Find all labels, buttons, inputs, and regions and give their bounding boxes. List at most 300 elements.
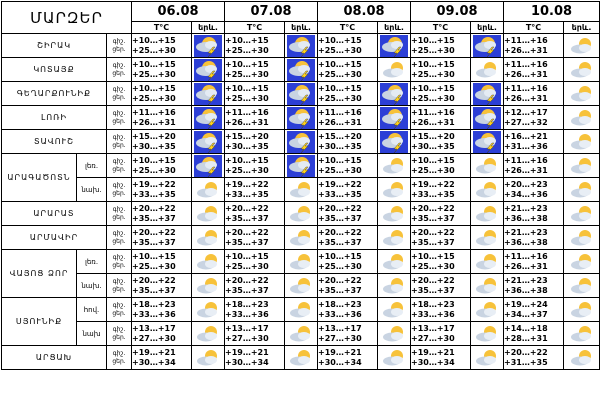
day-temp: +25…+30 xyxy=(411,45,455,55)
weather-cell xyxy=(192,274,225,298)
time-labels xyxy=(107,106,132,130)
day-temp: +30…+35 xyxy=(411,141,455,151)
day-temp: +35…+37 xyxy=(132,285,176,295)
night-temp: +15…+20 xyxy=(318,132,362,141)
region-row xyxy=(2,202,600,226)
night-temp: +20…+22 xyxy=(225,228,269,237)
region-row xyxy=(2,58,600,82)
temperature-cell xyxy=(504,82,564,106)
time-labels xyxy=(107,34,132,58)
temperature-cell xyxy=(318,322,378,346)
day-temp: +26…+31 xyxy=(411,117,455,127)
temperature-cell xyxy=(411,202,471,226)
weather-cell xyxy=(192,154,225,178)
temperature-cell xyxy=(411,178,471,202)
temperature-cell xyxy=(504,178,564,202)
day-temp: +25…+30 xyxy=(318,93,362,103)
temp-column-label: T°C xyxy=(225,22,285,34)
day-temp: +35…+37 xyxy=(318,237,362,247)
day-label: ցեր. xyxy=(112,141,126,149)
night-label: գիշ. xyxy=(112,206,126,213)
day-temp: +25…+30 xyxy=(411,165,455,175)
temperature-cell xyxy=(318,130,378,154)
partly-cloudy-icon xyxy=(288,181,314,199)
time-labels xyxy=(107,298,132,322)
temperature-cell xyxy=(318,154,378,178)
temperature-cell xyxy=(318,274,378,298)
day-temp: +26…+31 xyxy=(132,117,176,127)
date-header: 07.08 xyxy=(225,2,318,22)
temp-column-label: T°C xyxy=(504,22,564,34)
partly-cloudy-icon xyxy=(381,61,407,79)
weather-column-label: երև. xyxy=(192,22,225,34)
region-row xyxy=(2,34,600,58)
weather-cell xyxy=(192,130,225,154)
day-label: ցեր. xyxy=(112,237,126,245)
partly-cloudy-icon xyxy=(381,181,407,199)
partly-cloudy-icon xyxy=(474,229,500,247)
weather-cell xyxy=(192,322,225,346)
subregion-label: նախ xyxy=(77,322,107,346)
day-temp: +27…+30 xyxy=(225,333,269,343)
day-temp: +34…+36 xyxy=(504,189,548,199)
night-temp: +10…+15 xyxy=(132,84,176,93)
partly-cloudy-icon xyxy=(381,301,407,319)
weather-cell xyxy=(378,322,411,346)
subregion-label: լեռ. xyxy=(77,250,107,274)
temperature-cell xyxy=(132,34,192,58)
night-temp: +11…+16 xyxy=(504,84,548,93)
partly-cloudy-icon xyxy=(381,157,407,175)
night-temp: +11…+16 xyxy=(504,36,548,45)
partly-cloudy-icon xyxy=(381,253,407,271)
temperature-cell xyxy=(318,106,378,130)
thunderstorm-icon xyxy=(473,131,501,153)
night-label: գիշ. xyxy=(112,278,126,285)
weather-cell xyxy=(378,154,411,178)
weather-cell xyxy=(378,58,411,82)
partly-cloudy-icon xyxy=(569,325,595,343)
partly-cloudy-icon xyxy=(195,301,221,319)
night-temp: +20…+22 xyxy=(411,228,455,237)
temperature-cell xyxy=(411,250,471,274)
partly-cloudy-icon xyxy=(474,325,500,343)
time-labels xyxy=(107,250,132,274)
night-temp: +10…+15 xyxy=(318,84,362,93)
temp-column-label: T°C xyxy=(411,22,471,34)
day-label: ցեր. xyxy=(112,261,126,269)
weather-cell xyxy=(471,82,504,106)
day-label: ցեր. xyxy=(112,189,126,197)
temperature-cell xyxy=(411,298,471,322)
region-row xyxy=(2,298,600,322)
weather-cell xyxy=(564,82,600,106)
night-label: գիշ. xyxy=(112,254,126,261)
night-temp: +15…+20 xyxy=(132,132,176,141)
weather-cell xyxy=(378,130,411,154)
night-temp: +20…+22 xyxy=(318,204,362,213)
partly-cloudy-icon xyxy=(288,205,314,223)
weather-cell xyxy=(378,274,411,298)
temperature-cell xyxy=(225,298,285,322)
night-temp: +13…+17 xyxy=(225,324,269,333)
day-temp: +33…+35 xyxy=(225,189,269,199)
day-temp: +26…+31 xyxy=(504,93,548,103)
day-temp: +30…+35 xyxy=(318,141,362,151)
weather-column-label: երև. xyxy=(564,22,600,34)
temperature-cell xyxy=(411,58,471,82)
date-header: 10.08 xyxy=(504,2,600,22)
day-label: ցեր. xyxy=(112,285,126,293)
temperature-cell xyxy=(132,250,192,274)
day-temp: +25…+30 xyxy=(411,261,455,271)
night-temp: +20…+22 xyxy=(318,228,362,237)
night-temp: +11…+16 xyxy=(225,108,269,117)
temperature-cell xyxy=(225,82,285,106)
partly-cloudy-icon xyxy=(474,61,500,79)
day-temp: +35…+37 xyxy=(411,285,455,295)
subregion-label: լեռ. xyxy=(77,154,107,178)
partly-cloudy-icon xyxy=(569,37,595,55)
day-temp: +33…+35 xyxy=(411,189,455,199)
temperature-cell xyxy=(318,202,378,226)
weather-cell xyxy=(564,202,600,226)
weather-cell xyxy=(471,226,504,250)
night-temp: +19…+22 xyxy=(132,180,176,189)
weather-column-label: երև. xyxy=(378,22,411,34)
partly-cloudy-icon xyxy=(195,277,221,295)
weather-cell xyxy=(471,130,504,154)
weather-column-label: երև. xyxy=(471,22,504,34)
regions-title: ՄԱՐԶԵՐ xyxy=(2,2,132,34)
thunderstorm-icon xyxy=(194,35,222,57)
weather-cell xyxy=(378,34,411,58)
night-temp: +19…+21 xyxy=(225,348,269,357)
weather-cell xyxy=(285,226,318,250)
partly-cloudy-icon xyxy=(381,325,407,343)
date-header: 08.08 xyxy=(318,2,411,22)
temperature-cell xyxy=(132,226,192,250)
temperature-cell xyxy=(318,250,378,274)
night-temp: +21…+23 xyxy=(504,228,548,237)
region-row xyxy=(2,250,600,274)
temperature-cell xyxy=(504,154,564,178)
temperature-cell xyxy=(411,106,471,130)
partly-cloudy-icon xyxy=(195,325,221,343)
time-labels xyxy=(107,274,132,298)
region-row xyxy=(2,82,600,106)
temperature-cell xyxy=(504,322,564,346)
weather-cell xyxy=(378,178,411,202)
time-labels xyxy=(107,130,132,154)
thunderstorm-icon xyxy=(194,107,222,129)
day-label: ցեր. xyxy=(112,333,126,341)
weather-cell xyxy=(564,298,600,322)
partly-cloudy-icon xyxy=(474,349,500,367)
partly-cloudy-icon xyxy=(569,109,595,127)
weather-cell xyxy=(564,130,600,154)
temperature-cell xyxy=(318,82,378,106)
day-temp: +33…+35 xyxy=(318,189,362,199)
night-label: գիշ. xyxy=(112,230,126,237)
day-temp: +31…+35 xyxy=(504,357,548,367)
weather-cell xyxy=(471,106,504,130)
day-temp: +33…+36 xyxy=(225,309,269,319)
day-temp: +25…+30 xyxy=(225,69,269,79)
weather-cell xyxy=(471,154,504,178)
partly-cloudy-icon xyxy=(569,205,595,223)
day-label: ցեր. xyxy=(112,213,126,221)
temperature-cell xyxy=(132,82,192,106)
region-name: ՏԱՎՈՒՇ xyxy=(2,130,107,154)
thunderstorm-icon xyxy=(473,35,501,57)
day-temp: +25…+30 xyxy=(411,93,455,103)
partly-cloudy-icon xyxy=(474,277,500,295)
thunderstorm-icon xyxy=(287,155,315,177)
subregion-label: նախ. xyxy=(77,274,107,298)
weather-cell xyxy=(285,130,318,154)
thunderstorm-icon xyxy=(473,83,501,105)
partly-cloudy-icon xyxy=(569,133,595,151)
partly-cloudy-icon xyxy=(288,301,314,319)
thunderstorm-icon xyxy=(380,35,408,57)
time-labels xyxy=(107,154,132,178)
partly-cloudy-icon xyxy=(569,349,595,367)
day-temp: +25…+30 xyxy=(318,165,362,175)
partly-cloudy-icon xyxy=(569,157,595,175)
region-row xyxy=(2,346,600,370)
day-temp: +35…+37 xyxy=(411,213,455,223)
temperature-cell xyxy=(411,226,471,250)
day-temp: +25…+30 xyxy=(318,45,362,55)
day-temp: +35…+37 xyxy=(225,237,269,247)
temperature-cell xyxy=(318,298,378,322)
night-temp: +10…+15 xyxy=(411,252,455,261)
temperature-cell xyxy=(225,322,285,346)
weather-cell xyxy=(285,202,318,226)
temperature-cell xyxy=(225,346,285,370)
temperature-cell xyxy=(318,226,378,250)
weather-cell xyxy=(285,298,318,322)
temperature-cell xyxy=(504,274,564,298)
night-temp: +10…+15 xyxy=(411,84,455,93)
temperature-cell xyxy=(132,202,192,226)
day-temp: +36…+38 xyxy=(504,285,548,295)
time-labels xyxy=(107,58,132,82)
day-label: ցեր. xyxy=(112,69,126,77)
temperature-cell xyxy=(132,178,192,202)
region-name: ՎԱՅՈՑ ՁՈՐ xyxy=(2,250,77,298)
day-temp: +26…+31 xyxy=(318,117,362,127)
region-row xyxy=(2,154,600,178)
temp-column-label: T°C xyxy=(318,22,378,34)
day-temp: +33…+36 xyxy=(318,309,362,319)
partly-cloudy-icon xyxy=(569,301,595,319)
weather-cell xyxy=(564,322,600,346)
region-row xyxy=(2,178,600,202)
temperature-cell xyxy=(132,106,192,130)
region-row xyxy=(2,274,600,298)
weather-cell xyxy=(378,226,411,250)
night-temp: +11…+16 xyxy=(132,108,176,117)
partly-cloudy-icon xyxy=(381,277,407,295)
night-temp: +19…+21 xyxy=(318,348,362,357)
weather-cell xyxy=(471,58,504,82)
day-temp: +35…+37 xyxy=(132,237,176,247)
temp-column-label: T°C xyxy=(132,22,192,34)
day-label: ցեր. xyxy=(112,93,126,101)
partly-cloudy-icon xyxy=(569,181,595,199)
date-header: 09.08 xyxy=(411,2,504,22)
weather-cell xyxy=(378,298,411,322)
day-temp: +30…+34 xyxy=(411,357,455,367)
weather-cell xyxy=(285,322,318,346)
night-temp: +19…+22 xyxy=(318,180,362,189)
temperature-cell xyxy=(225,130,285,154)
night-temp: +19…+22 xyxy=(411,180,455,189)
weather-cell xyxy=(471,274,504,298)
weather-cell xyxy=(564,274,600,298)
weather-cell xyxy=(471,298,504,322)
time-labels xyxy=(107,82,132,106)
day-temp: +30…+34 xyxy=(132,357,176,367)
partly-cloudy-icon xyxy=(288,349,314,367)
temperature-cell xyxy=(318,34,378,58)
thunderstorm-icon xyxy=(380,131,408,153)
time-labels xyxy=(107,346,132,370)
temperature-cell xyxy=(132,274,192,298)
temperature-cell xyxy=(504,106,564,130)
temperature-cell xyxy=(132,154,192,178)
region-name: ԿՈՏԱՅՔ xyxy=(2,58,107,82)
region-row xyxy=(2,130,600,154)
temperature-cell xyxy=(132,346,192,370)
weather-cell xyxy=(192,250,225,274)
day-temp: +26…+31 xyxy=(504,261,548,271)
weather-cell xyxy=(285,274,318,298)
time-labels xyxy=(107,322,132,346)
day-temp: +25…+30 xyxy=(132,45,176,55)
day-temp: +35…+37 xyxy=(225,285,269,295)
partly-cloudy-icon xyxy=(569,85,595,103)
weather-cell xyxy=(378,106,411,130)
night-label: գիշ. xyxy=(112,62,126,69)
night-temp: +10…+15 xyxy=(318,156,362,165)
night-temp: +11…+16 xyxy=(504,252,548,261)
day-temp: +33…+36 xyxy=(132,309,176,319)
temperature-cell xyxy=(225,34,285,58)
thunderstorm-icon xyxy=(287,131,315,153)
day-temp: +36…+38 xyxy=(504,237,548,247)
partly-cloudy-icon xyxy=(195,181,221,199)
night-temp: +10…+15 xyxy=(411,60,455,69)
thunderstorm-icon xyxy=(287,35,315,57)
temperature-cell xyxy=(504,298,564,322)
region-row xyxy=(2,106,600,130)
temperature-cell xyxy=(504,58,564,82)
day-temp: +35…+37 xyxy=(318,213,362,223)
thunderstorm-icon xyxy=(287,83,315,105)
forecast-table xyxy=(1,1,600,370)
night-label: գիշ. xyxy=(112,110,126,117)
night-label: գիշ. xyxy=(112,38,126,45)
night-temp: +19…+24 xyxy=(504,300,548,309)
temperature-cell xyxy=(225,202,285,226)
weather-cell xyxy=(192,58,225,82)
temperature-cell xyxy=(504,226,564,250)
partly-cloudy-icon xyxy=(381,205,407,223)
weather-cell xyxy=(564,154,600,178)
night-temp: +12…+17 xyxy=(504,108,548,117)
day-temp: +26…+31 xyxy=(504,45,548,55)
table-header xyxy=(2,2,600,34)
day-temp: +25…+30 xyxy=(225,45,269,55)
partly-cloudy-icon xyxy=(474,157,500,175)
day-temp: +30…+35 xyxy=(225,141,269,151)
weather-cell xyxy=(471,178,504,202)
temperature-cell xyxy=(504,34,564,58)
night-temp: +20…+22 xyxy=(225,276,269,285)
region-name: ԼՈՌԻ xyxy=(2,106,107,130)
night-label: գիշ. xyxy=(112,86,126,93)
region-name: ԱՐՄԱՎԻՐ xyxy=(2,226,107,250)
day-temp: +35…+37 xyxy=(132,213,176,223)
day-temp: +25…+30 xyxy=(132,165,176,175)
weather-cell xyxy=(564,226,600,250)
day-temp: +34…+37 xyxy=(504,309,548,319)
weather-cell xyxy=(285,58,318,82)
night-temp: +15…+20 xyxy=(225,132,269,141)
night-label: գիշ. xyxy=(112,158,126,165)
day-temp: +25…+30 xyxy=(411,69,455,79)
weather-cell xyxy=(378,250,411,274)
weather-cell xyxy=(564,34,600,58)
day-temp: +36…+38 xyxy=(504,213,548,223)
thunderstorm-icon xyxy=(380,107,408,129)
weather-cell xyxy=(471,34,504,58)
weather-cell xyxy=(471,202,504,226)
day-temp: +35…+37 xyxy=(411,237,455,247)
weather-cell xyxy=(564,106,600,130)
partly-cloudy-icon xyxy=(195,205,221,223)
temperature-cell xyxy=(225,250,285,274)
temperature-cell xyxy=(225,106,285,130)
night-label: գիշ. xyxy=(112,134,126,141)
night-temp: +20…+22 xyxy=(225,204,269,213)
weather-cell xyxy=(192,298,225,322)
weather-cell xyxy=(285,346,318,370)
night-temp: +18…+23 xyxy=(318,300,362,309)
temperature-cell xyxy=(411,34,471,58)
night-temp: +10…+15 xyxy=(318,252,362,261)
night-temp: +20…+23 xyxy=(504,180,548,189)
night-temp: +10…+15 xyxy=(225,252,269,261)
partly-cloudy-icon xyxy=(195,229,221,247)
day-temp: +26…+31 xyxy=(225,117,269,127)
day-temp: +27…+30 xyxy=(318,333,362,343)
day-temp: +26…+31 xyxy=(504,165,548,175)
thunderstorm-icon xyxy=(194,155,222,177)
temperature-cell xyxy=(504,130,564,154)
night-temp: +10…+15 xyxy=(132,60,176,69)
partly-cloudy-icon xyxy=(569,253,595,271)
partly-cloudy-icon xyxy=(474,301,500,319)
night-temp: +16…+21 xyxy=(504,132,548,141)
night-temp: +11…+16 xyxy=(411,108,455,117)
night-temp: +20…+22 xyxy=(411,204,455,213)
night-label: գիշ. xyxy=(112,326,126,333)
day-temp: +26…+31 xyxy=(504,69,548,79)
